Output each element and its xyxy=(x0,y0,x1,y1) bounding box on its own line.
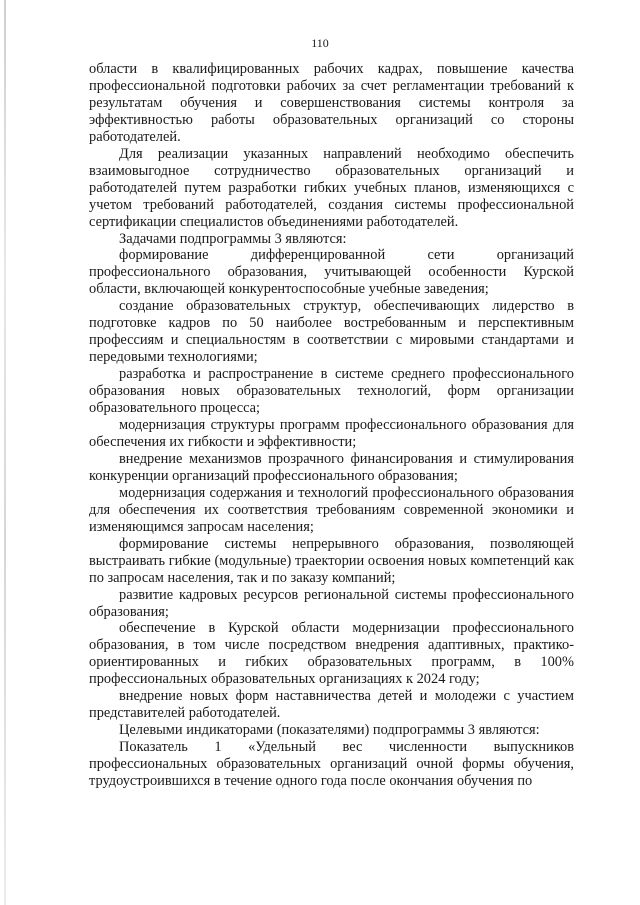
task-item: создание образовательных структур, обеспечивающих лидерство в подготовке кадров по 50 наиболее востребованным и перспективным профессиям и специальностям в соответствии с мировыми стандартами и передовыми технологиями; xyxy=(89,298,574,366)
paragraph: Задачами подпрограммы 3 являются: xyxy=(119,230,347,247)
task-item: разработка и распространение в системе среднего профессионального образования новых образовательных технологий, форм организации образовательного процесса; xyxy=(89,366,574,417)
paragraph-continuation: области в квалифицированных рабочих кадрах, повышение качества профессиональной подготовки рабочих за счет регламентации требований к результатам обучения и совершенствования системы контроля за эффективностью работы образовательных организаций со стороны работодателей. xyxy=(89,61,574,145)
task-item: обеспечение в Курской области модернизации профессионального образования, в том числе посредством внедрения адаптивных, практико-ориентированных и гибких образовательных программ, в 100% профессиональных образовательных организациях к 2024 году; xyxy=(89,620,574,688)
task-item: модернизация структуры программ профессионального образования для обеспечения их гибкости и эффективности; xyxy=(89,417,574,450)
page-number: 110 xyxy=(311,36,329,50)
paragraph: Для реализации указанных направлений необходимо обеспечить взаимовыгодное сотрудничество образовательных организаций и работодателей путем разработки гибких учебных планов, изменяющихся с учетом требований работодателей, создания системы профессиональной сертификации специалистов объединениями работодателей. xyxy=(89,145,574,230)
task-item: развитие кадровых ресурсов региональной системы профессионального образования; xyxy=(89,586,574,620)
task-item: модернизация содержания и технологий профессионального образования для обеспечения их соответствия требованиям современной экономики и изменяющимся запросам населения; xyxy=(89,484,574,535)
task-item: внедрение новых форм наставничества детей и молодежи с участием представителей работодателей. xyxy=(89,688,574,722)
paragraph: Целевыми индикаторами (показателями) подпрограммы 3 являются: xyxy=(119,722,540,739)
paragraph: Показатель 1 «Удельный вес численности выпускников профессиональных образовательных организаций очной формы обучения, трудоустроившихся в течение одного года после окончания обучения по xyxy=(89,739,574,790)
task-item: внедрение механизмов прозрачного финансирования и стимулирования конкуренции организаций профессионального образования; xyxy=(89,450,574,484)
task-item: формирование дифференцированной сети организаций профессионального образования, учитывающей особенности Курской области, включающей конкурентоспособные учебные заведения; xyxy=(89,247,574,298)
task-item: формирование системы непрерывного образования, позволяющей выстраивать гибкие (модульные) траектории освоения новых компетенций как по запросам населения, так и по заказу компаний; xyxy=(89,535,574,586)
scan-edge xyxy=(4,0,6,905)
document-body xyxy=(89,61,574,790)
